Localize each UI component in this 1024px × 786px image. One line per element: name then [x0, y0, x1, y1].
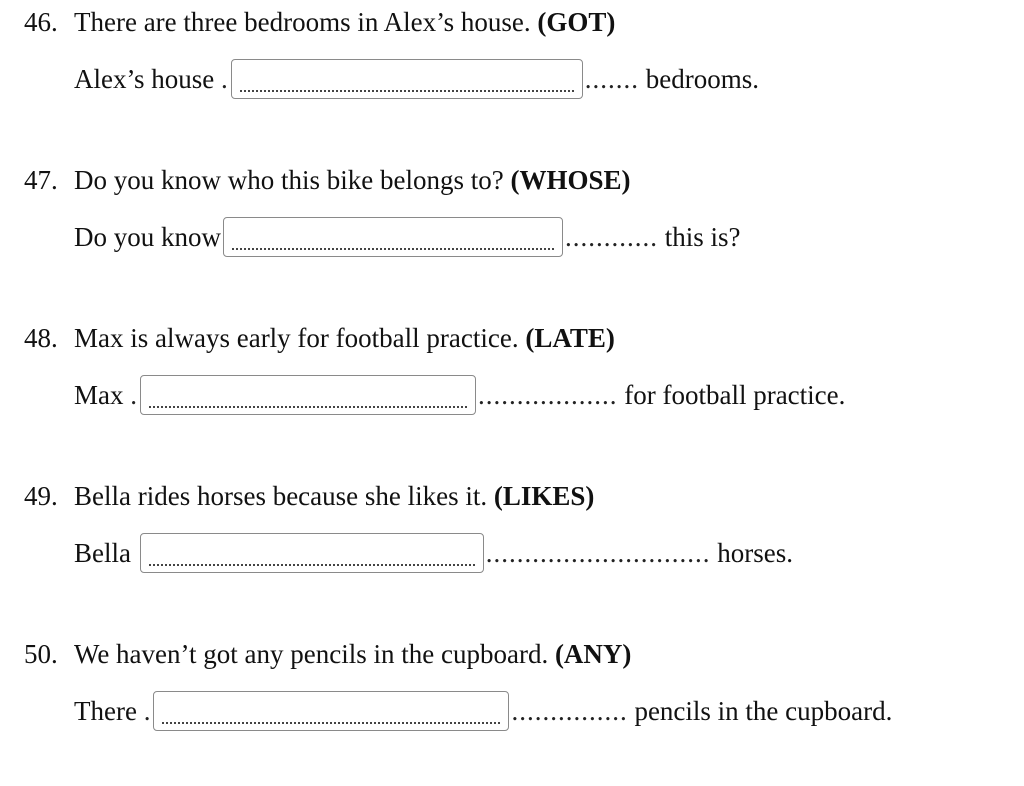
trail-dots: .............................	[485, 537, 711, 568]
question-keyword: (GOT)	[537, 7, 616, 37]
answer-input-box[interactable]	[231, 59, 583, 99]
trail-dots: ..................	[478, 379, 618, 410]
answer-line	[74, 214, 741, 254]
answer-suffix: horses.	[717, 537, 793, 568]
exercise-item-50	[0, 636, 1024, 786]
question-line	[24, 4, 615, 40]
answer-prefix: There	[74, 695, 137, 726]
trail-dots: .......	[584, 63, 639, 94]
question-number: 48.	[24, 323, 58, 353]
answer-prefix: Max	[74, 379, 124, 410]
question-text: There are three bedrooms in Alex’s house.	[74, 7, 531, 37]
answer-prefix: Do you know	[74, 221, 221, 252]
lead-dots: .	[220, 63, 229, 94]
question-text: Do you know who this bike belongs to?	[74, 165, 504, 195]
exercise-item-48	[0, 320, 1024, 470]
question-keyword: (WHOSE)	[510, 165, 631, 195]
question-text: Max is always early for football practice.	[74, 323, 519, 353]
question-line	[24, 162, 631, 198]
answer-line	[74, 372, 845, 412]
answer-line	[74, 530, 793, 570]
question-line	[24, 636, 631, 672]
question-keyword: (LATE)	[525, 323, 615, 353]
answer-prefix: Bella	[74, 537, 131, 568]
trail-dots: ............	[565, 221, 658, 252]
question-line	[24, 320, 615, 356]
trail-dots: ...............	[511, 695, 628, 726]
lead-dots: .	[143, 695, 152, 726]
answer-suffix: bedrooms.	[645, 63, 759, 94]
answer-suffix: for football practice.	[624, 379, 846, 410]
answer-input-box[interactable]	[223, 217, 563, 257]
question-text: We haven’t got any pencils in the cupboard.	[74, 639, 549, 669]
question-text: Bella rides horses because she likes it.	[74, 481, 488, 511]
answer-suffix: pencils in the cupboard.	[634, 695, 893, 726]
answer-suffix: this is?	[664, 221, 741, 252]
exercise-item-47	[0, 162, 1024, 312]
answer-line	[74, 688, 892, 728]
lead-dots: .	[130, 379, 138, 410]
question-keyword: (ANY)	[554, 639, 632, 669]
answer-input-box[interactable]	[140, 533, 484, 573]
answer-prefix: Alex’s house	[74, 63, 215, 94]
question-number: 47.	[24, 165, 58, 195]
question-number: 46.	[24, 7, 58, 37]
exercise-item-49	[0, 478, 1024, 628]
question-number: 50.	[24, 639, 58, 669]
answer-input-box[interactable]	[153, 691, 509, 731]
answer-input-box[interactable]	[140, 375, 476, 415]
question-line	[24, 478, 594, 514]
answer-line	[74, 56, 759, 96]
question-number: 49.	[24, 481, 58, 511]
question-keyword: (LIKES)	[493, 481, 595, 511]
exercise-item-46	[0, 4, 1024, 154]
